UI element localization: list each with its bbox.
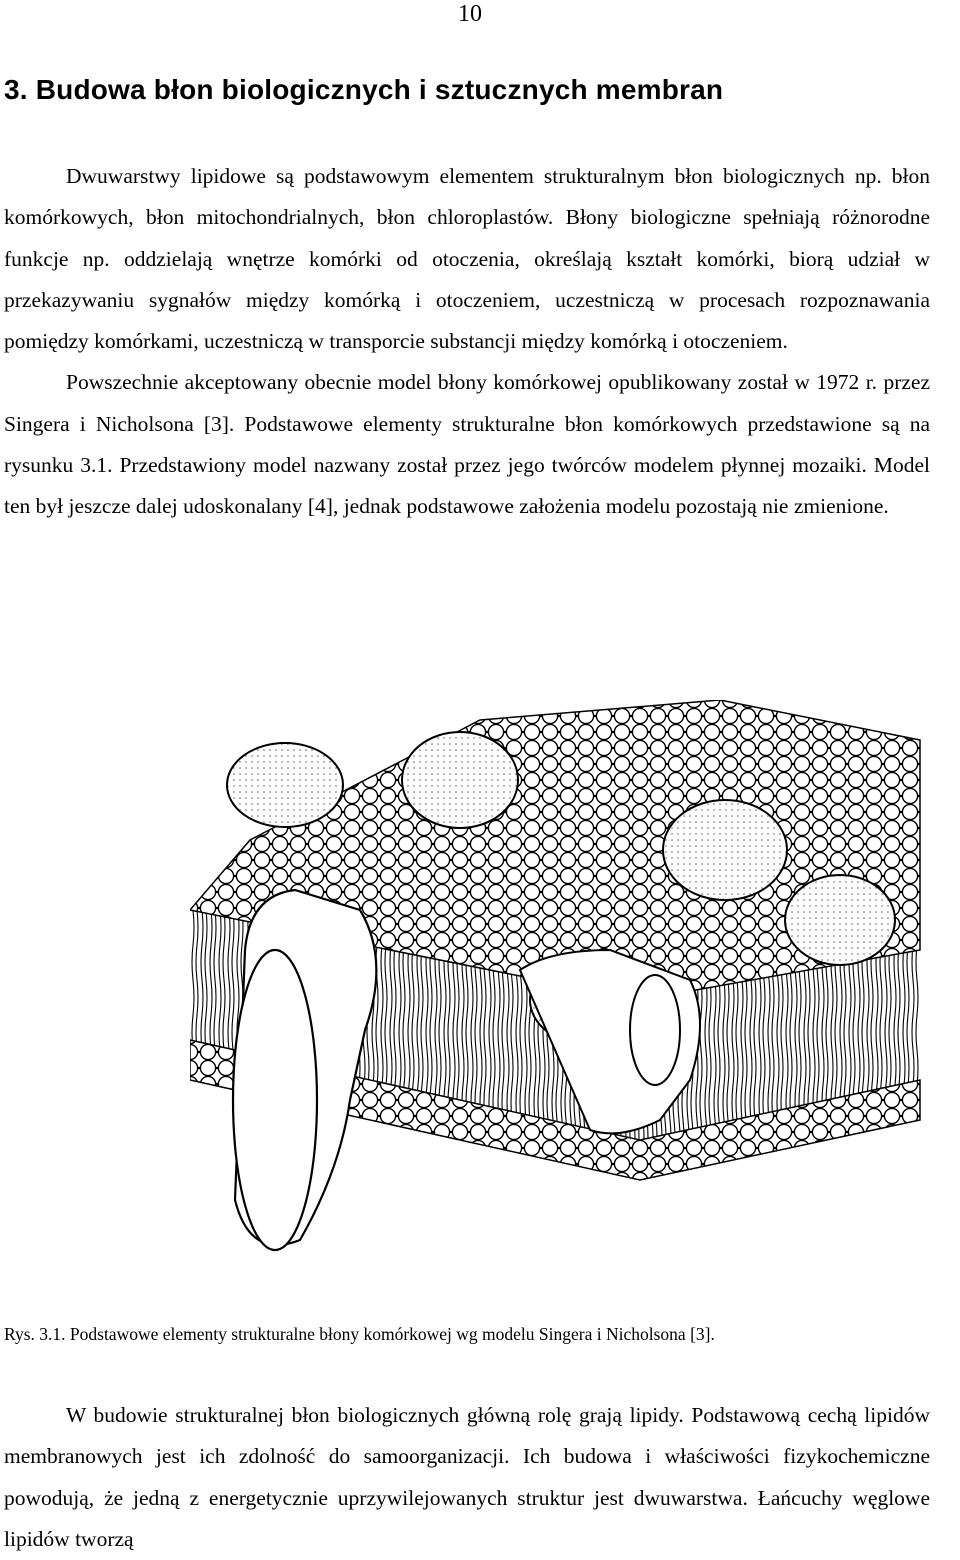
paragraph-1: Dwuwarstwy lipidowe są podstawowym elementem strukturalnym błon biologicznych np. błon komórkowych, błon mitochondrialnych, błon chloroplastów. Błony biologiczne spełniają różnorodne funkcje np. oddzielają wnętrze komórki od otoczenia, określają kształt komórki, biorą udział w przekazywaniu sygnałów między komórką i otoczeniem, uczestniczą w procesach rozpoznawania pomiędzy komórkami, uczestniczą w transporcie substancji między komórką i otoczeniem. <box>4 164 930 354</box>
paragraph-2: Powszechnie akceptowany obecnie model błony komórkowej opublikowany został w 1972 r. przez Singera i Nicholsona [3]. Podstawowe elementy strukturalne błon komórkowych przedstawione są na rysunku 3.1. Przedstawiony model nazwany został przez jego twórców modelem płynnej mozaiki. Model ten był jeszcze dalej udoskonalany [4], jednak podstawowe założenia modelu pozostają nie zmienione. <box>4 370 930 519</box>
section-heading: 3. Budowa błon biologicznych i sztucznych membran <box>4 74 724 105</box>
membrane-figure <box>190 700 930 1300</box>
figure-caption: Rys. 3.1. Podstawowe elementy strukturalne błony komórkowej wg modelu Singera i Nicholsona [3]. <box>4 1324 715 1344</box>
fluid-mosaic-membrane-illustration <box>190 700 930 1300</box>
paragraph-3: W budowie strukturalnej błon biologicznych główną rolę grają lipidy. Podstawową cechą lipidów membranowych jest ich zdolność do samoorganizacji. Ich budowa i właściwości fizykochemiczne powodują, że jedną z energetycznie uprzywilejowanych struktur jest dwuwarstwa. Łańcuchy węglowe lipidów tworzą <box>4 1403 930 1551</box>
body-paragraph <box>4 156 930 528</box>
page-number: 10 <box>458 1 482 27</box>
